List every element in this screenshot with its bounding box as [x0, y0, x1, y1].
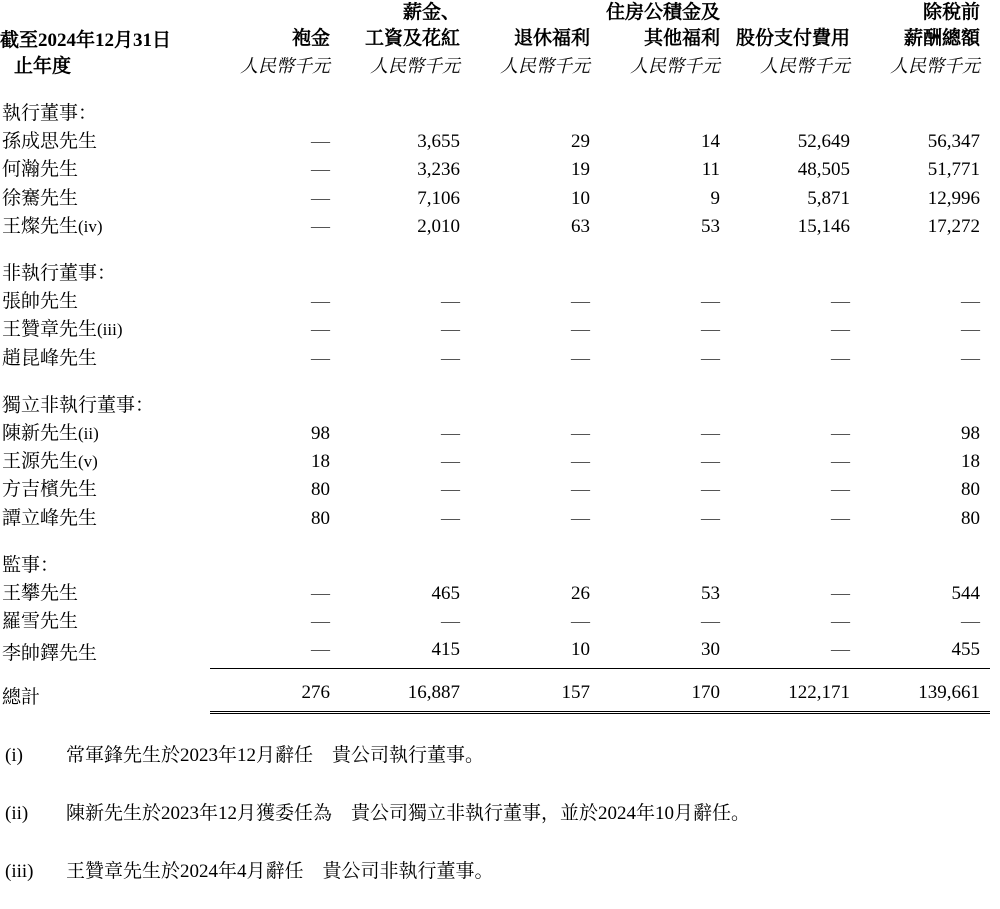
- table-cell-value: 465: [431, 583, 460, 605]
- dash-mark: —: [571, 347, 590, 369]
- table-cell-value: [210, 156, 340, 184]
- table-cell-value: [210, 213, 340, 241]
- table-cell-value: 29: [571, 131, 590, 153]
- table-row: [0, 608, 990, 636]
- table-cell-value: 11: [701, 159, 720, 181]
- table-cell-value: [470, 288, 600, 316]
- table-cell-value: 3,236: [417, 159, 460, 181]
- table-cell-value: [210, 128, 340, 156]
- footnotes: [0, 742, 1000, 886]
- total-gap-cell: [0, 668, 990, 679]
- dash-mark: —: [701, 347, 720, 369]
- group-heading-label: 監事：: [2, 554, 60, 576]
- column-header-retirement: [470, 0, 600, 80]
- table-cell-value: [600, 448, 730, 476]
- group-gap-cell: [0, 241, 990, 260]
- group-gap-cell: [0, 533, 990, 552]
- table-cell-value: 48,505: [797, 159, 850, 181]
- period-header: [0, 0, 210, 80]
- header-spacer: [0, 80, 990, 100]
- table-cell-value: [340, 505, 470, 533]
- table-cell-value: [600, 476, 730, 504]
- table-cell-value: 415: [340, 636, 470, 668]
- table-cell-value: 5,871: [807, 187, 850, 209]
- table-cell-value: [730, 420, 860, 448]
- row-person-name: 王源先生(v): [2, 451, 98, 473]
- table-cell-value: 52,649: [797, 131, 850, 153]
- column-header-housing-fund-title-line2: 其他福利: [643, 28, 720, 49]
- dash-mark: —: [441, 347, 460, 369]
- table-row: [0, 213, 990, 241]
- dash-mark: —: [441, 507, 460, 529]
- table-cell-value: 98: [311, 423, 330, 445]
- column-header-fees-title: 袍金: [291, 28, 330, 49]
- group-heading-row: [0, 100, 990, 128]
- column-header-housing-fund-title-line1: 住房公積金及: [605, 2, 720, 23]
- row-person-name: 張帥先生: [2, 291, 79, 313]
- table-cell-value: [860, 608, 990, 636]
- group-gap: [0, 241, 990, 260]
- table-cell-value: 56,347: [927, 131, 980, 153]
- footnote-label: (ii): [5, 802, 29, 824]
- group-gap-cell: [0, 373, 990, 392]
- table-cell-value: [600, 505, 730, 533]
- table-cell-value: [730, 636, 860, 668]
- dash-mark: —: [571, 451, 590, 473]
- dash-mark: —: [571, 423, 590, 445]
- table-cell-value: 51,771: [927, 159, 980, 181]
- table-cell-value: 17,272: [927, 215, 980, 237]
- table-cell-value: [600, 608, 730, 636]
- table-cell-value: 3,655: [417, 131, 460, 153]
- dash-mark: —: [701, 423, 720, 445]
- row-person-name: 何瀚先生: [2, 159, 79, 181]
- row-person-name: 趙昆峰先生: [2, 347, 98, 369]
- row-person-name: 孫成思先生: [2, 131, 98, 153]
- table-cell-value: 80: [961, 479, 980, 501]
- table-cell-value: 18: [961, 451, 980, 473]
- dash-mark: —: [831, 639, 850, 661]
- table-row: [0, 345, 990, 373]
- table-cell-value: 16,887: [340, 679, 470, 713]
- table-cell-value: 276: [210, 679, 340, 713]
- column-header-salary-title-line1: 薪金、: [402, 2, 460, 23]
- table-cell-value: [470, 608, 600, 636]
- row-person-name: 徐騫先生: [2, 187, 79, 209]
- table-cell-value: [730, 580, 860, 608]
- dash-mark: —: [831, 611, 850, 633]
- group-heading-label: 獨立非執行董事：: [2, 394, 155, 416]
- column-header-housing-fund: [600, 0, 730, 80]
- table-cell-value: 53: [701, 215, 720, 237]
- table-cell-value: [600, 345, 730, 373]
- row-person-name: 王贊章先生(iii): [2, 319, 123, 341]
- column-header-share-based-payment: [730, 0, 860, 80]
- table-cell-value: 12,996: [927, 187, 980, 209]
- table-row: [0, 288, 990, 316]
- table-row: [0, 316, 990, 344]
- table-cell-value: 544: [951, 583, 980, 605]
- table-cell-value: [340, 420, 470, 448]
- column-header-total-pretax: [860, 0, 990, 80]
- total-gap: [0, 668, 990, 679]
- column-header-fees-unit: 人民幣千元: [240, 56, 330, 76]
- footnote-item: [0, 742, 1000, 770]
- table-cell-value: [470, 505, 600, 533]
- column-header-share-based-payment-unit: 人民幣千元: [760, 56, 850, 76]
- group-heading-filler: [210, 392, 990, 420]
- table-cell-value: [340, 476, 470, 504]
- column-header-salary-unit: 人民幣千元: [370, 56, 460, 76]
- dash-mark: —: [441, 423, 460, 445]
- table-row: [0, 185, 990, 213]
- dash-mark: —: [961, 319, 980, 341]
- column-header-retirement-title-line2: 退休福利: [513, 28, 590, 49]
- dash-mark: —: [831, 319, 850, 341]
- footnote-text: 陳新先生於2023年12月獲委任為 貴公司獨立非執行董事，並於2024年10月辭任。: [66, 802, 751, 824]
- footnote-label: (i): [5, 744, 23, 766]
- table-cell-value: [600, 288, 730, 316]
- table-cell-value: [730, 288, 860, 316]
- header-row: [0, 0, 990, 80]
- group-gap: [0, 533, 990, 552]
- column-header-total-pretax-unit: 人民幣千元: [890, 56, 980, 76]
- table-row: [0, 448, 990, 476]
- column-header-retirement-unit: 人民幣千元: [500, 56, 590, 76]
- table-cell-value: 9: [710, 187, 720, 209]
- table-cell-value: 63: [571, 215, 590, 237]
- table-cell-value: [860, 288, 990, 316]
- table-cell-value: 53: [701, 583, 720, 605]
- table-cell-value: [340, 608, 470, 636]
- table-row: [0, 128, 990, 156]
- group-heading-row: [0, 260, 990, 288]
- dash-mark: —: [311, 611, 330, 633]
- column-header-fees: [210, 0, 340, 80]
- table-cell-value: 157: [470, 679, 600, 713]
- dash-mark: —: [311, 187, 330, 209]
- row-person-name: 陳新先生(ii): [2, 423, 99, 445]
- dash-mark: —: [441, 291, 460, 313]
- footnote-item: [0, 858, 1000, 886]
- table-row: [0, 580, 990, 608]
- table-cell-value: 80: [311, 507, 330, 529]
- footnote-text: 王贊章先生於2024年4月辭任 貴公司非執行董事。: [66, 860, 494, 882]
- dash-mark: —: [441, 479, 460, 501]
- table-cell-value: 98: [961, 423, 980, 445]
- table-row: [0, 476, 990, 504]
- table-cell-value: 122,171: [730, 679, 860, 713]
- table-cell-value: [210, 316, 340, 344]
- table-cell-value: [470, 476, 600, 504]
- row-note-ref: (ii): [78, 424, 99, 444]
- footnote-item: [0, 800, 1000, 828]
- table-cell-value: [210, 608, 340, 636]
- table-cell-value: 10: [571, 187, 590, 209]
- group-heading-filler: [210, 260, 990, 288]
- table-cell-value: [470, 448, 600, 476]
- table-cell-value: [210, 580, 340, 608]
- table-cell-value: [730, 505, 860, 533]
- row-person-name: 羅雪先生: [2, 611, 79, 633]
- table-cell-value: 7,106: [417, 187, 460, 209]
- table-cell-value: 14: [701, 131, 720, 153]
- table-cell-value: [730, 476, 860, 504]
- row-person-name: 王攀先生: [2, 583, 79, 605]
- dash-mark: —: [571, 479, 590, 501]
- dash-mark: —: [311, 159, 330, 181]
- group-heading-filler: [210, 100, 990, 128]
- row-note-ref: (iv): [78, 216, 103, 236]
- table-cell-value: [340, 448, 470, 476]
- table-cell-value: 10: [470, 636, 600, 668]
- dash-mark: —: [571, 319, 590, 341]
- column-header-housing-fund-unit: 人民幣千元: [630, 56, 720, 76]
- column-header-salary: [340, 0, 470, 80]
- table-cell-value: [340, 288, 470, 316]
- header-spacer-cell: [0, 80, 990, 100]
- group-gap: [0, 373, 990, 392]
- table-cell-value: 30: [600, 636, 730, 668]
- table-cell-value: 80: [311, 479, 330, 501]
- table-cell-value: [470, 345, 600, 373]
- column-header-share-based-payment-title-line2: 股份支付費用: [735, 28, 850, 49]
- group-heading-row: [0, 392, 990, 420]
- table-cell-value: 26: [571, 583, 590, 605]
- dash-mark: —: [571, 507, 590, 529]
- table-cell-value: [210, 288, 340, 316]
- row-person-name: 李帥鐸先生: [2, 642, 98, 664]
- dash-mark: —: [701, 291, 720, 313]
- table-cell-value: [600, 420, 730, 448]
- table-cell-value: [470, 316, 600, 344]
- table-row: [0, 636, 990, 668]
- dash-mark: —: [311, 319, 330, 341]
- table-cell-value: 170: [600, 679, 730, 713]
- dash-mark: —: [311, 215, 330, 237]
- table-row: [0, 156, 990, 184]
- table-cell-value: 80: [961, 507, 980, 529]
- dash-mark: —: [961, 611, 980, 633]
- column-header-total-pretax-title-line2: 薪酬總額: [903, 28, 980, 49]
- dash-mark: —: [701, 611, 720, 633]
- table-header: [0, 0, 990, 100]
- table-cell-value: [730, 448, 860, 476]
- dash-mark: —: [311, 583, 330, 605]
- dash-mark: —: [961, 291, 980, 313]
- dash-mark: —: [831, 451, 850, 473]
- dash-mark: —: [831, 291, 850, 313]
- dash-mark: —: [831, 507, 850, 529]
- dash-mark: —: [441, 319, 460, 341]
- table-cell-value: 455: [860, 636, 990, 668]
- dash-mark: —: [961, 347, 980, 369]
- table-cell-value: 19: [571, 159, 590, 181]
- row-person-name: 方吉檳先生: [2, 479, 98, 501]
- table-cell-value: [730, 345, 860, 373]
- total-label: 總計: [2, 687, 41, 709]
- dash-mark: —: [701, 319, 720, 341]
- table-cell-value: [730, 608, 860, 636]
- row-note-ref: (iii): [97, 320, 123, 340]
- dash-mark: —: [571, 291, 590, 313]
- table-cell-value: 139,661: [860, 679, 990, 713]
- footnote-label: (iii): [5, 860, 34, 882]
- row-person-name: 王燦先生(iv): [2, 215, 103, 237]
- column-header-total-pretax-title-line1: 除稅前: [922, 2, 980, 23]
- group-heading-filler: [210, 552, 990, 580]
- table-cell-value: [210, 636, 340, 668]
- table-row: [0, 420, 990, 448]
- dash-mark: —: [311, 639, 330, 661]
- dash-mark: —: [311, 291, 330, 313]
- table-cell-value: [860, 316, 990, 344]
- table-cell-value: [600, 316, 730, 344]
- dash-mark: —: [441, 451, 460, 473]
- dash-mark: —: [571, 611, 590, 633]
- dash-mark: —: [701, 507, 720, 529]
- group-heading-label: 非執行董事：: [2, 263, 117, 285]
- total-row: [0, 679, 990, 713]
- table-cell-value: 15,146: [797, 215, 850, 237]
- dash-mark: —: [441, 611, 460, 633]
- table-cell-value: 2,010: [417, 215, 460, 237]
- dash-mark: —: [831, 479, 850, 501]
- row-person-name: 譚立峰先生: [2, 507, 98, 529]
- dash-mark: —: [311, 347, 330, 369]
- table-body: [0, 100, 990, 712]
- dash-mark: —: [701, 479, 720, 501]
- column-header-salary-title-line2: 工資及花紅: [364, 28, 460, 49]
- table-row: [0, 505, 990, 533]
- table-cell-value: 18: [311, 451, 330, 473]
- table-cell-value: [210, 345, 340, 373]
- table-cell-value: [210, 185, 340, 213]
- table-cell-value: [860, 345, 990, 373]
- dash-mark: —: [831, 347, 850, 369]
- table-cell-value: [470, 420, 600, 448]
- period-line-1: 截至2024年12月31日: [0, 30, 172, 51]
- row-note-ref: (v): [78, 452, 98, 472]
- group-heading-row: [0, 552, 990, 580]
- group-heading-label: 執行董事：: [2, 103, 98, 124]
- dash-mark: —: [831, 423, 850, 445]
- dash-mark: —: [831, 583, 850, 605]
- dash-mark: —: [311, 131, 330, 153]
- dash-mark: —: [701, 451, 720, 473]
- period-line-2: 止年度: [14, 56, 72, 77]
- footnote-text: 常軍鋒先生於2023年12月辭任 貴公司執行董事。: [66, 744, 485, 766]
- table-cell-value: [340, 345, 470, 373]
- table-cell-value: [340, 316, 470, 344]
- table-cell-value: [730, 316, 860, 344]
